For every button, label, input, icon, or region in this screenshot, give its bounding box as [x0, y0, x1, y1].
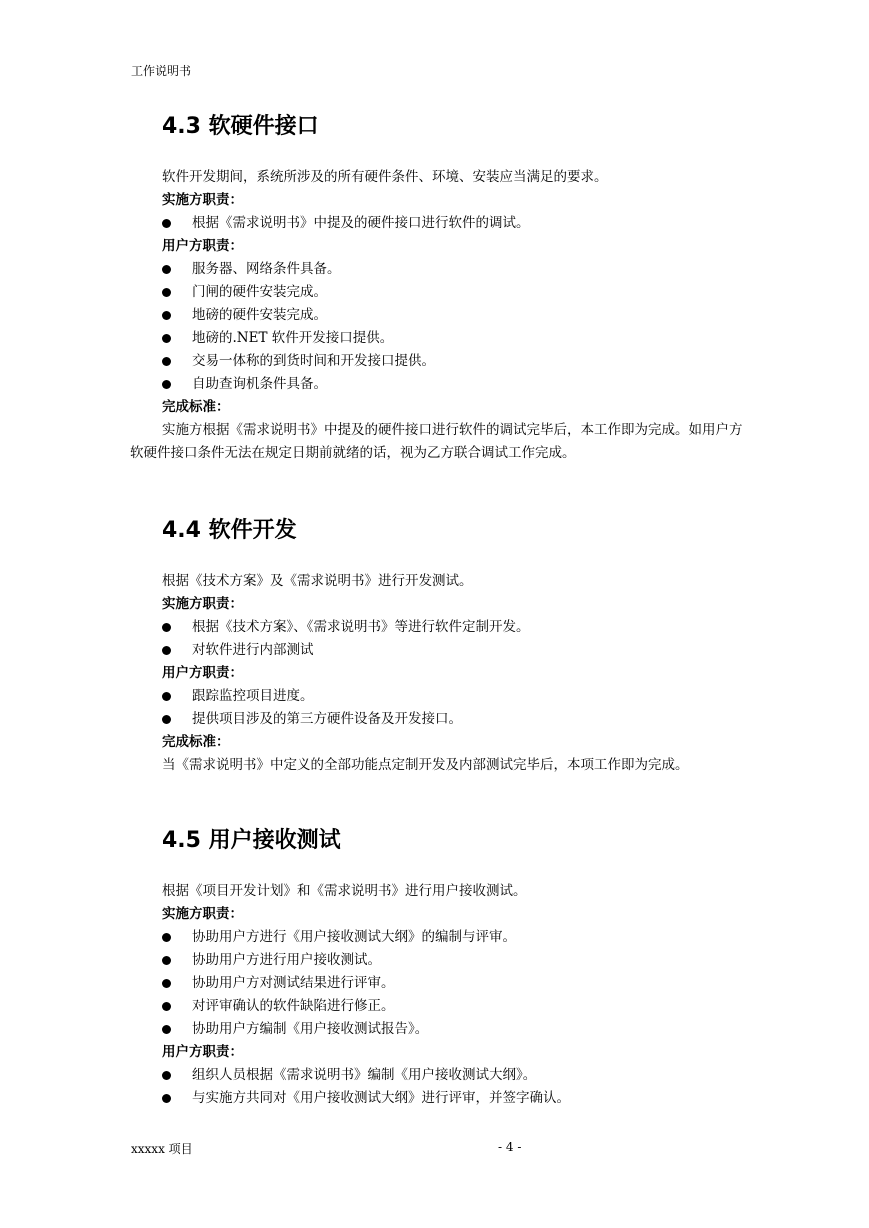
- completion-criteria-text: 当《需求说明书》中定义的全部功能点定制开发及内部测试完毕后，本项工作即为完成。: [162, 757, 689, 773]
- footer-page-number: - 4 -: [498, 1140, 522, 1154]
- completion-criteria-label: 完成标准：: [162, 399, 230, 415]
- bullet-icon: [162, 646, 171, 655]
- bullet-icon: [162, 311, 171, 320]
- section-4-3: [130, 114, 750, 465]
- user-responsibilities-label: 用户方职责：: [162, 1044, 243, 1060]
- completion-criteria-text: 实施方根据《需求说明书》中提及的硬件接口进行软件的调试完毕后，本工作即为完成。如用户方软硬件接口条件无法在规定日期前就绪的话，视为乙方联合调试工作完成。: [130, 422, 743, 461]
- bullet-icon: [162, 933, 171, 942]
- bullet-icon: [162, 265, 171, 274]
- list-item: 对评审确认的软件缺陷进行修正。: [130, 995, 750, 1018]
- bullet-icon: [162, 623, 171, 632]
- list-item: 与实施方共同对《用户接收测试大纲》进行评审，并签字确认。: [130, 1087, 750, 1110]
- section-intro: 软件开发期间，系统所涉及的所有硬件条件、环境、安装应当满足的要求。: [162, 169, 608, 185]
- list-item: 根据《技术方案》、《需求说明书》等进行软件定制开发。: [130, 616, 750, 639]
- bullet-icon: [162, 380, 171, 389]
- list-item: 自助查询机条件具备。: [130, 373, 750, 396]
- bullet-icon: [162, 956, 171, 965]
- section-heading: 4.4 软件开发: [162, 518, 297, 543]
- bullet-icon: [162, 1025, 171, 1034]
- bullet-icon: [162, 692, 171, 701]
- list-item: 协助用户方对测试结果进行评审。: [130, 972, 750, 995]
- page-header: 工作说明书: [131, 64, 192, 78]
- list-item: 协助用户方进行用户接收测试。: [130, 949, 750, 972]
- list-item: 交易一体称的到货时间和开发接口提供。: [130, 350, 750, 373]
- section-4-4: [130, 518, 750, 777]
- list-item: 地磅的.NET 软件开发接口提供。: [130, 327, 750, 350]
- bullet-icon: [162, 288, 171, 297]
- list-item: 跟踪监控项目进度。: [130, 685, 750, 708]
- list-item: 提供项目涉及的第三方硬件设备及开发接口。: [130, 708, 750, 731]
- vendor-responsibilities-label: 实施方职责：: [162, 192, 243, 208]
- bullet-icon: [162, 715, 171, 724]
- section-4-5: [130, 828, 750, 1110]
- bullet-icon: [162, 1002, 171, 1011]
- section-intro: 根据《技术方案》及《需求说明书》进行开发测试。: [162, 573, 473, 589]
- list-item: 地磅的硬件安装完成。: [130, 304, 750, 327]
- footer-project-name: xxxxx 项目: [131, 1142, 193, 1156]
- vendor-responsibilities-label: 实施方职责：: [162, 596, 243, 612]
- list-item: 服务器、网络条件具备。: [130, 258, 750, 281]
- list-item: 协助用户方进行《用户接收测试大纲》的编制与评审。: [130, 926, 750, 949]
- bullet-icon: [162, 334, 171, 343]
- list-item: 根据《需求说明书》中提及的硬件接口进行软件的调试。: [130, 212, 750, 235]
- section-heading: 4.3 软硬件接口: [162, 114, 319, 139]
- vendor-responsibilities-label: 实施方职责：: [162, 906, 243, 922]
- list-item: 组织人员根据《需求说明书》编制《用户接收测试大纲》。: [130, 1064, 750, 1087]
- list-item: 门闸的硬件安装完成。: [130, 281, 750, 304]
- user-responsibilities-label: 用户方职责：: [162, 665, 243, 681]
- list-item: 协助用户方编制《用户接收测试报告》。: [130, 1018, 750, 1041]
- user-responsibilities-label: 用户方职责：: [162, 238, 243, 254]
- bullet-icon: [162, 979, 171, 988]
- list-item: 对软件进行内部测试: [130, 639, 750, 662]
- completion-criteria-label: 完成标准：: [162, 734, 230, 750]
- bullet-icon: [162, 219, 171, 228]
- section-intro: 根据《项目开发计划》和《需求说明书》进行用户接收测试。: [162, 883, 527, 899]
- bullet-icon: [162, 1071, 171, 1080]
- bullet-icon: [162, 357, 171, 366]
- bullet-icon: [162, 1094, 171, 1103]
- section-heading: 4.5 用户接收测试: [162, 828, 341, 853]
